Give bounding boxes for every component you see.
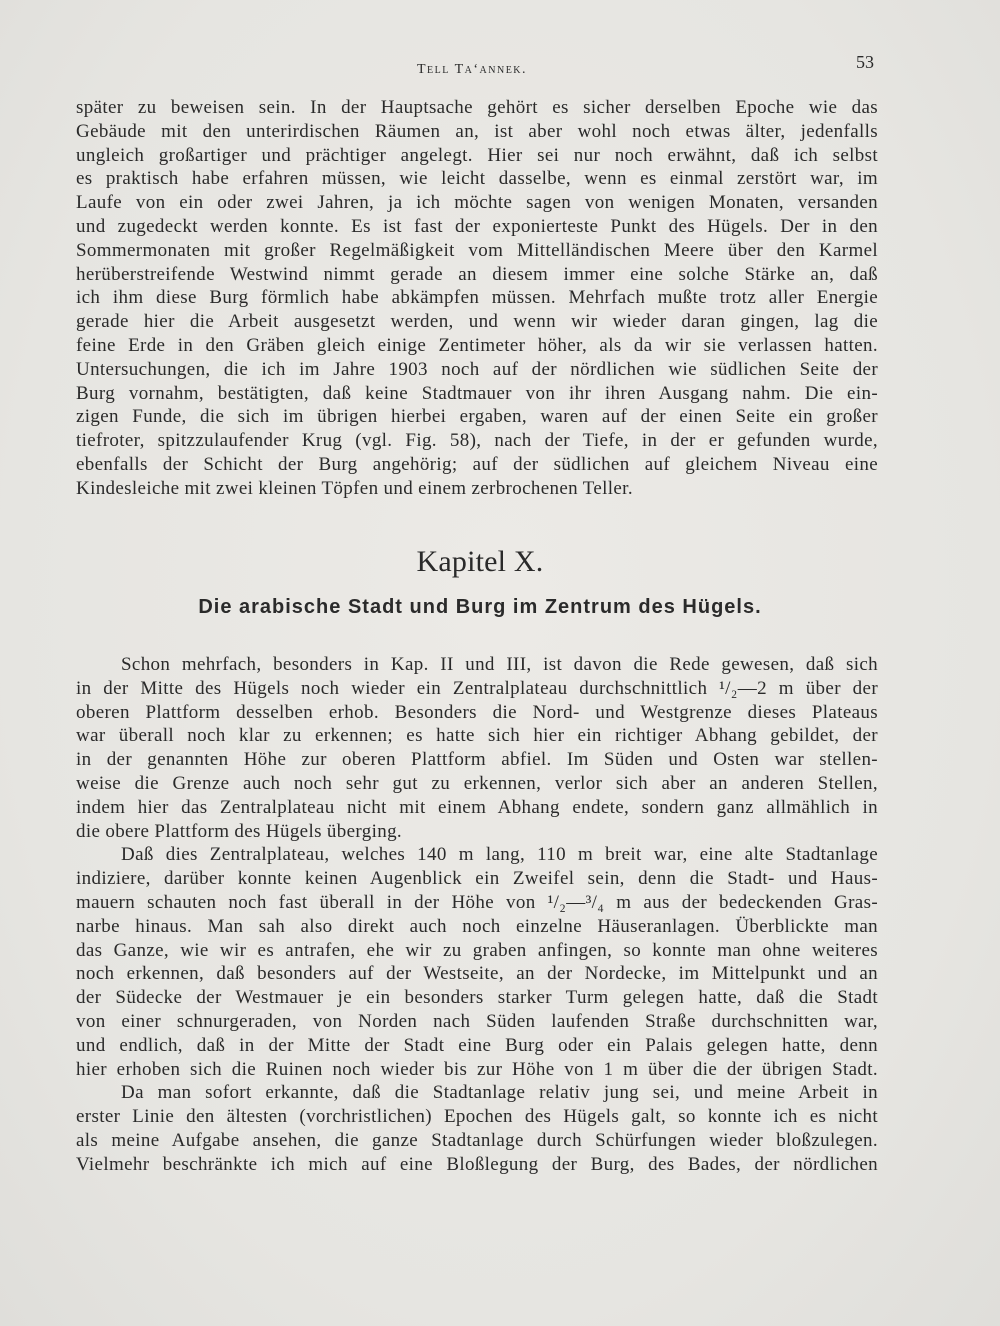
text-line: von einer schnurgeraden, von Norden nach Süden laufenden Straße durchschnitten war, [76,1010,878,1032]
continued-paragraph [76,96,878,501]
running-title: Tell Ta‘annek. [416,62,528,77]
text-line: indiziere, darüber konnte keinen Augenblick ein Zweifel sein, denn die Stadt- und Haus- [76,868,878,890]
text-line: Kindesleiche mit zwei kleinen Töpfen und einem zerbrochenen Teller. [76,477,633,499]
chapter-title: Kapitel X. [416,545,544,578]
text-line: als meine Aufgabe ansehen, die ganze Stadtanlage durch Schürfungen wieder bloßzulegen. [76,1129,878,1151]
paragraph [76,1081,878,1176]
text-line: und zugedeckt werden konnte. Es ist fast der exponierteste Punkt des Hügels. Der in den [76,215,878,237]
text-line: erster Linie den ältesten (vorchristlichen) Epochen des Hügels galt, so konnte ich es nicht [76,1106,878,1128]
text-line: ich ihm diese Burg förmlich habe abkämpfen müssen. Mehrfach mußte trotz aller Energie [76,287,878,309]
text-line: Untersuchungen, die ich im Jahre 1903 noch auf der nördlichen wie südlichen Seite der [76,358,878,380]
paragraph [76,653,878,843]
text-line: in der Mitte des Hügels noch wieder ein Zentralplateau durchschnittlich ¹/₂—2 m über der [76,677,878,699]
text-line: feine Erde in den Gräben gleich einige Zentimeter höher, als da wir sie verlassen hatten. [76,334,878,356]
text-line: das Ganze, wie wir es antrafen, ehe wir zu graben anfingen, so konnte man ohne weiteres [76,939,878,961]
text-line: Gebäude mit den unterirdischen Räumen an, ist aber wohl noch etwas älter, jedenfalls [76,120,878,142]
text-line: narbe hinaus. Man sah also direkt auch noch einzelne Häuseranlagen. Überblickte man [76,915,878,937]
text-line: weise die Grenze auch noch sehr gut zu erkennen, verlor sich aber an anderen Stellen, [76,772,878,794]
text-line: Laufe von ein oder zwei Jahren, ja ich möchte sagen von wenigen Monaten, versanden [76,192,878,214]
text-line: es praktisch habe erfahren müssen, wie leicht dasselbe, wenn es einmal zerstört war, im [76,168,878,190]
text-line: später zu beweisen sein. In der Hauptsache gehört es sicher derselben Epoche wie das [76,97,878,118]
text-line: ebenfalls der Schicht der Burg angehörig; auf der südlichen auf gleichem Niveau eine [76,453,878,475]
text-line: hier erhoben sich die Ruinen noch wieder bis zur Höhe von 1 m über die der übrigen Stadt. [76,1058,878,1080]
text-line: Sommermonaten mit großer Regelmäßigkeit vom Mittelländischen Meere über den Karmel [76,239,878,261]
text-line: indem hier das Zentralplateau nicht mit einem Abhang endete, sondern ganz allmählich in [76,796,878,818]
text-line: und endlich, daß in der Mitte der Stadt eine Burg oder ein Palais gelegen hatte, denn [76,1034,878,1056]
text-line: herüberstreifende Westwind nimmt gerade an diesem immer eine solche Stärke an, daß [76,263,878,285]
text-line: der Südecke der Westmauer je ein besonders starker Turm gelegen hatte, daß die Stadt [76,987,878,1009]
text-line: oberen Plattform desselben erhob. Besonders die Nord- und Westgrenze dieses Plateaus [76,701,878,723]
text-line: noch erkennen, daß besonders auf der Westseite, an der Nordecke, im Mittelpunkt und an [76,963,878,985]
text-line: Daß dies Zentralplateau, welches 140 m lang, 110 m breit war, eine alte Stadtanlage [121,844,878,866]
chapter-subtitle: Die arabische Stadt und Burg im Zentrum des Hügels. [198,596,762,618]
text-line: ungleich großartiger und prächtiger angelegt. Hier sei nur noch erwähnt, daß ich selbst [76,144,878,166]
chapter-body [76,653,878,1177]
text-line: gerade hier die Arbeit ausgesetzt werden, und wenn wir wieder daran gingen, lag die [76,311,878,333]
text-line: tiefroter, spitzzulaufender Krug (vgl. Fig. 58), nach der Tiefe, in der er gefunden wurde, [76,430,878,452]
text-line: in der genannten Höhe zur oberen Plattform abfiel. Im Süden und Osten war stellen- [76,749,878,771]
text-line: Da man sofort erkannte, daß die Stadtanlage relativ jung sei, und meine Arbeit in [121,1082,878,1104]
text-line: zigen Funde, die sich im übrigen hierbei ergaben, waren auf der einen Seite ein großer [76,406,878,428]
paragraph [76,843,878,1081]
text-line: Burg vornahm, bestätigten, daß keine Stadtmauer von ihr ihren Ausgang nahm. Die ein- [76,382,878,404]
text-line: Schon mehrfach, besonders in Kap. II und III, ist davon die Rede gewesen, daß sich [121,654,878,675]
text-line: die obere Plattform des Hügels überging. [76,820,403,842]
page-number: 53 [856,52,874,72]
text-line: Vielmehr beschränkte ich mich auf eine Bloßlegung der Burg, des Bades, der nördlichen [76,1153,878,1175]
text-line: war überall noch klar zu erkennen; es hatte sich hier ein richtiger Abhang gebildet, der [76,725,878,747]
text-line: mauern schauten noch fast überall in der Höhe von ¹/₂—³/₄ m aus der bedeckenden Gras- [76,891,878,913]
